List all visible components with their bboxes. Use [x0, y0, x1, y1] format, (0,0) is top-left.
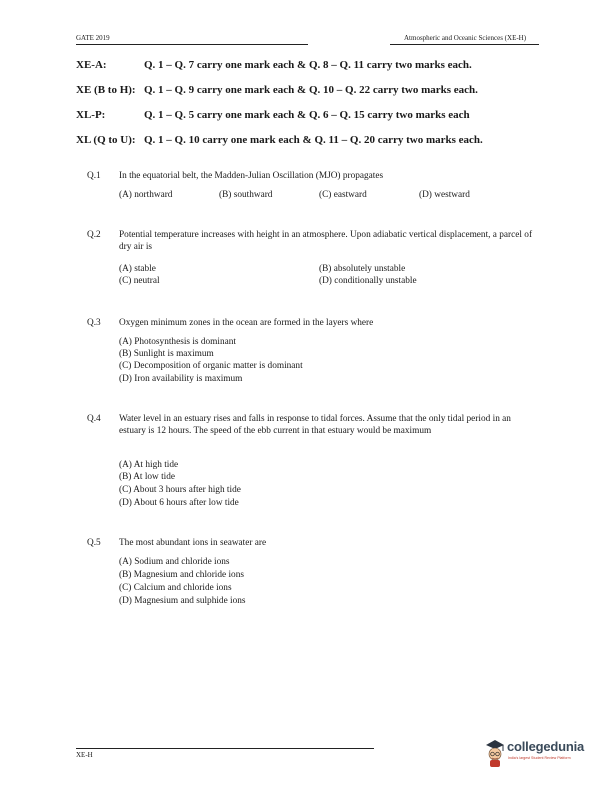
footer-left: XE-H [76, 751, 93, 759]
question-number: Q.4 [87, 414, 101, 424]
collegedunia-logo [484, 736, 594, 770]
marks-text: Q. 1 – Q. 10 carry one mark each & Q. 11 – Q. 20 carry two marks each. [144, 134, 483, 146]
option-d: (D) westward [419, 190, 470, 200]
header-rule-right [390, 44, 539, 45]
mascot-icon [484, 738, 506, 768]
option-b: (B) absolutely unstable [319, 264, 406, 274]
question-number: Q.2 [87, 230, 101, 240]
option-d: (D) conditionally unstable [319, 276, 417, 286]
option-a: (A) Sodium and chloride ions [119, 557, 230, 567]
question-text: Oxygen minimum zones in the ocean are formed in the layers where [119, 318, 374, 328]
marks-label: XL-P: [76, 109, 106, 121]
option-c: (C) eastward [319, 190, 367, 200]
option-a: (A) At high tide [119, 460, 179, 470]
question-number: Q.1 [87, 171, 101, 181]
option-d: (D) About 6 hours after low tide [119, 498, 239, 508]
option-c: (C) Decomposition of organic matter is dominant [119, 361, 303, 371]
question-number: Q.3 [87, 318, 101, 328]
option-c: (C) Calcium and chloride ions [119, 583, 232, 593]
option-a: (A) stable [119, 264, 156, 274]
marks-text: Q. 1 – Q. 5 carry one mark each & Q. 6 – Q. 15 carry two marks each [144, 109, 470, 121]
option-d: (D) Iron availability is maximum [119, 374, 243, 384]
marks-text: Q. 1 – Q. 7 carry one mark each & Q. 8 – Q. 11 carry two marks each. [144, 59, 472, 71]
option-a: (A) Photosynthesis is dominant [119, 337, 236, 347]
option-b: (B) Sunlight is maximum [119, 349, 214, 359]
header-right: Atmospheric and Oceanic Sciences (XE-H) [404, 34, 527, 42]
question-text: The most abundant ions in seawater are [119, 538, 267, 548]
option-b: (B) Magnesium and chloride ions [119, 570, 244, 580]
marks-label: XL (Q to U): [76, 134, 136, 146]
header-left: GATE 2019 [76, 34, 110, 42]
option-b: (B) southward [219, 190, 273, 200]
question-text: In the equatorial belt, the Madden-Julian Oscillation (MJO) propagates [119, 171, 384, 181]
logo-tagline: India's largest Student Review Platform [508, 756, 571, 760]
option-a: (A) northward [119, 190, 173, 200]
option-c: (C) neutral [119, 276, 160, 286]
question-text: Potential temperature increases with height in an atmosphere. Upon adiabatic vertical displacement, a parcel of dry air is [119, 230, 533, 252]
option-c: (C) About 3 hours after high tide [119, 485, 241, 495]
question-number: Q.5 [87, 538, 101, 548]
marks-label: XE-A: [76, 59, 107, 71]
logo-name: collegedunia [507, 739, 585, 754]
question-text: Water level in an estuary rises and falls in response to tidal forces. Assume that the only tidal period in an estuary is 12 hours. The speed of the ebb current in that estuary would be maximum [119, 414, 511, 436]
header-rule-left [76, 44, 308, 45]
option-b: (B) At low tide [119, 472, 176, 482]
option-d: (D) Magnesium and sulphide ions [119, 596, 246, 606]
footer-rule [76, 748, 374, 749]
marks-text: Q. 1 – Q. 9 carry one mark each & Q. 10 – Q. 22 carry two marks each. [144, 84, 478, 96]
marks-label: XE (B to H): [76, 84, 136, 96]
